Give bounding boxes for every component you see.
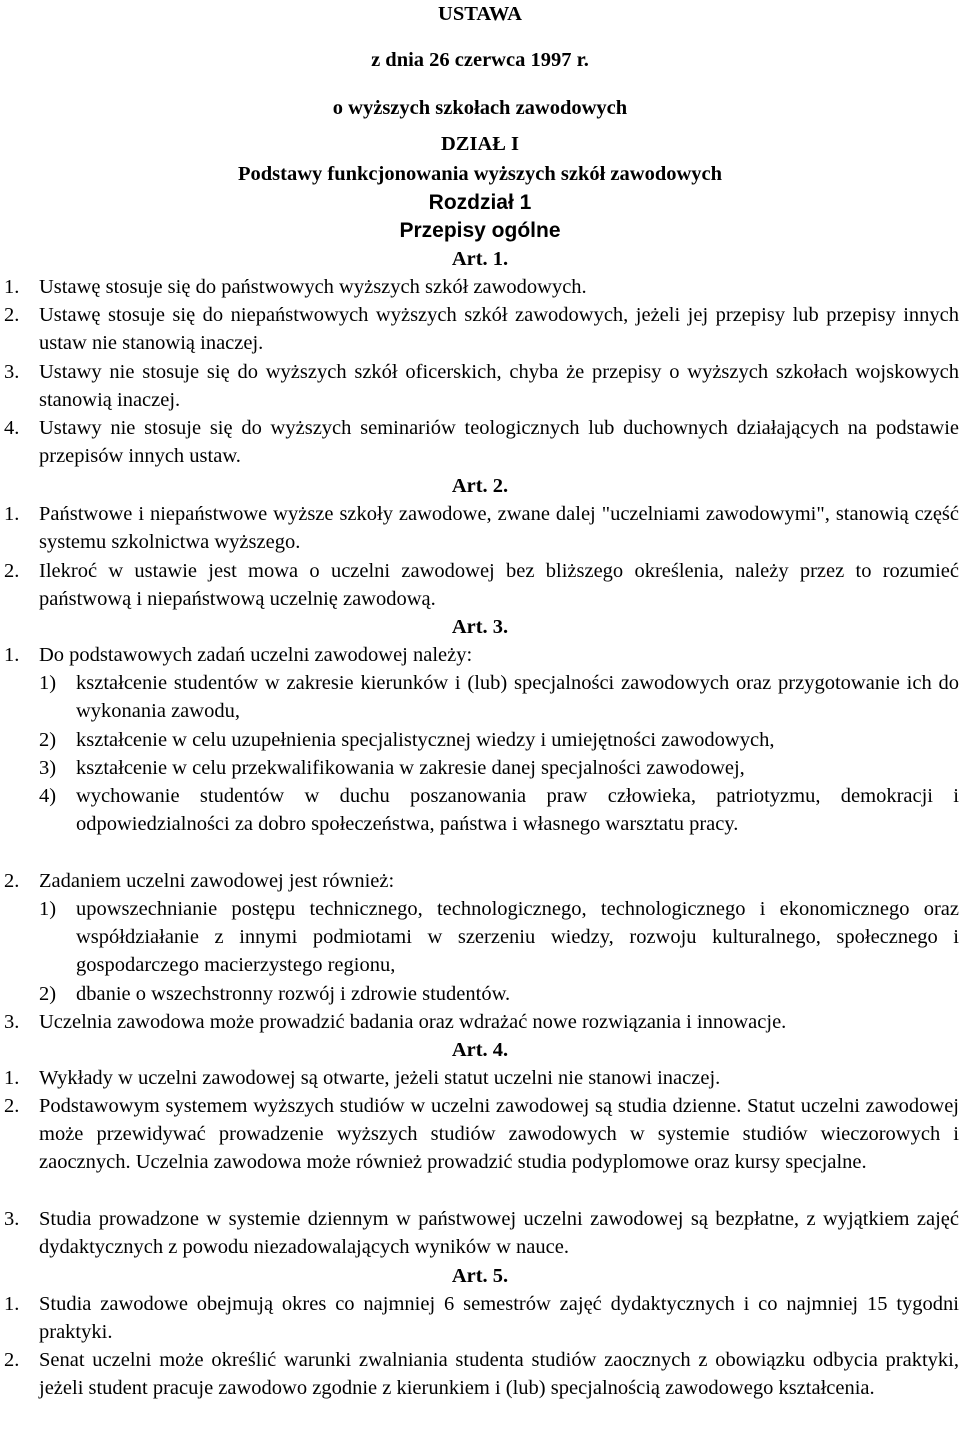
item-number: 2) <box>39 983 57 1005</box>
paragraph-text: Studia zawodowe obejmują okres co najmniej 6 semestrów zajęć dydaktycznych i co najmniej 15 tygodni praktyki. <box>39 1293 959 1344</box>
item-number: 1) <box>39 898 57 920</box>
list-item <box>0 895 959 980</box>
article-paragraph <box>0 641 959 669</box>
article-paragraph <box>0 557 959 613</box>
paragraph-number: 3. <box>4 1011 20 1033</box>
paragraph-number: 1. <box>4 1067 20 1089</box>
paragraph-number: 1. <box>4 644 20 666</box>
article-paragraph <box>0 1205 959 1261</box>
paragraph-text: Studia prowadzone w systemie dziennym w państwowej uczelni zawodowej są bezpłatne, z wyjątkiem zajęć dydaktycznych z powodu niezadowalających wyników w nauce. <box>39 1208 959 1259</box>
paragraph-text: Ustawy nie stosuje się do wyższych seminariów teologicznych lub duchownych działających na podstawie przepisów innych ustaw. <box>39 417 959 468</box>
article-paragraph <box>0 1008 959 1036</box>
paragraph-number: 1. <box>4 276 20 298</box>
paragraph-text: Do podstawowych zadań uczelni zawodowej należy: <box>39 644 473 666</box>
chapter-title: Przepisy ogólne <box>399 219 561 242</box>
division-heading: DZIAŁ I <box>440 133 520 155</box>
list-item <box>0 782 959 838</box>
paragraph-text: Ustawę stosuje się do niepaństwowych wyższych szkół zawodowych, jeżeli jej przepisy lub przepisy innych ustaw nie stanowią inaczej. <box>39 304 959 355</box>
document-subject: o wyższych szkołach zawodowych <box>332 97 628 119</box>
item-text: kształcenie studentów w zakresie kierunków i (lub) specjalności zawodowych oraz przygotowanie ich do wykonania zawodu, <box>76 672 959 723</box>
document-date: z dnia 26 czerwca 1997 r. <box>371 49 589 71</box>
paragraph-text: Ustawę stosuje się do państwowych wyższych szkół zawodowych. <box>39 276 587 298</box>
document-title: USTAWA <box>438 3 522 25</box>
paragraph-number: 3. <box>4 1208 20 1230</box>
paragraph-text: Państwowe i niepaństwowe wyższe szkoły zawodowe, zwane dalej "uczelniami zawodowymi", stanowią część systemu szkolnictwa wyższego. <box>39 503 959 554</box>
item-text: kształcenie w celu przekwalifikowania w zakresie danej specjalności zawodowej, <box>76 757 745 779</box>
item-number: 1) <box>39 672 57 694</box>
paragraph-number: 1. <box>4 503 20 525</box>
article-paragraph <box>0 273 959 301</box>
item-number: 2) <box>39 729 57 751</box>
item-text: kształcenie w celu uzupełnienia specjalistycznej wiedzy i umiejętności zawodowych, <box>76 729 775 751</box>
item-text: wychowanie studentów w duchu poszanowania praw człowieka, patriotyzmu, demokracji i odpowiedzialności za dobro społeczeństwa, państwa i własnego warsztatu pracy. <box>76 785 959 836</box>
paragraph-text: Zadaniem uczelni zawodowej jest również: <box>39 870 395 892</box>
article-paragraph <box>0 358 959 414</box>
paragraph-number: 4. <box>4 417 20 439</box>
list-item <box>0 754 959 782</box>
paragraph-text: Senat uczelni może określić warunki zwalniania studenta studiów zaocznych z obowiązku odbycia praktyki, jeżeli student pracuje zawodowo zgodnie z kierunkiem i (lub) specjalnością zawodowego kształcenia. <box>39 1349 959 1400</box>
list-item <box>0 669 959 725</box>
item-number: 3) <box>39 757 57 779</box>
paragraph-text: Ilekroć w ustawie jest mowa o uczelni zawodowej bez bliższego określenia, należy przez to rozumieć państwową i niepaństwową uczelnię zawodową. <box>39 560 959 611</box>
article-paragraph <box>0 301 959 357</box>
paragraph-number: 2. <box>4 870 20 892</box>
paragraph-text: Podstawowym systemem wyższych studiów w uczelni zawodowej są studia dzienne. Statut uczelni zawodowej może przewidywać prowadzenie wyższych studiów zawodowych w systemie studiów wieczorowych i zaocznych. Uczelnia zawodowa może również prowadzić studia podyplomowe oraz kursy specjalne. <box>39 1095 959 1174</box>
article-heading: Art. 4. <box>451 1039 509 1061</box>
paragraph-number: 2. <box>4 304 20 326</box>
paragraph-number: 2. <box>4 1095 20 1117</box>
list-item <box>0 726 959 754</box>
item-text: dbanie o wszechstronny rozwój i zdrowie studentów. <box>76 983 511 1005</box>
article-heading: Art. 2. <box>451 475 509 497</box>
chapter-heading: Rozdział 1 <box>428 191 532 214</box>
article-heading: Art. 5. <box>451 1265 509 1287</box>
article-paragraph <box>0 1346 959 1402</box>
article-heading: Art. 1. <box>451 248 509 270</box>
article-paragraph <box>0 1064 959 1092</box>
paragraph-number: 2. <box>4 560 20 582</box>
paragraph-number: 1. <box>4 1293 20 1315</box>
paragraph-text: Wykłady w uczelni zawodowej są otwarte, jeżeli statut uczelni nie stanowi inaczej. <box>39 1067 721 1089</box>
article-paragraph <box>0 867 959 895</box>
paragraph-number: 2. <box>4 1349 20 1371</box>
division-title: Podstawy funkcjonowania wyższych szkół zawodowych <box>237 163 723 185</box>
paragraph-text: Uczelnia zawodowa może prowadzić badania oraz wdrażać nowe rozwiązania i innowacje. <box>39 1011 787 1033</box>
list-item <box>0 980 959 1008</box>
paragraph-text: Ustawy nie stosuje się do wyższych szkół oficerskich, chyba że przepisy o wyższych szkołach wojskowych stanowią inaczej. <box>39 361 959 412</box>
article-paragraph <box>0 1092 959 1177</box>
article-paragraph <box>0 500 959 556</box>
item-number: 4) <box>39 785 57 807</box>
article-paragraph <box>0 414 959 470</box>
article-heading: Art. 3. <box>451 616 509 638</box>
item-text: upowszechnianie postępu technicznego, technologicznego, technologicznego i ekonomicznego oraz współdziałanie z innymi podmiotami w szerzeniu wiedzy, rozwoju kulturalnego, społecznego i gospodarczego macierzystego regionu, <box>76 898 959 977</box>
paragraph-number: 3. <box>4 361 20 383</box>
article-paragraph <box>0 1290 959 1346</box>
